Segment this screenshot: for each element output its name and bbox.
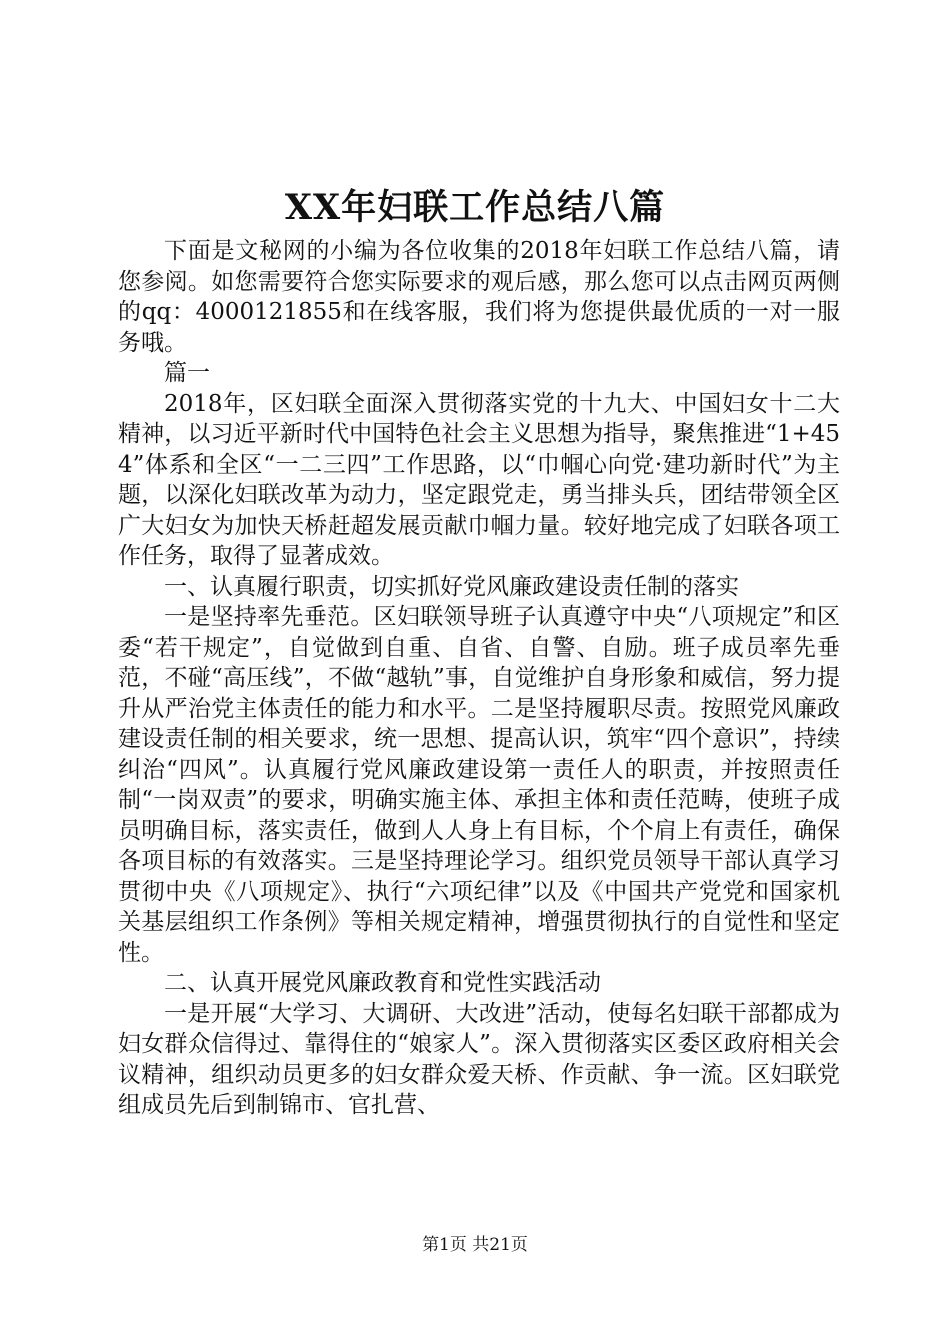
paragraph-intro: 下面是文秘网的小编为各位收集的2018年妇联工作总结八篇，请您参阅。如您需要符合您实际要求的观后感，那么您可以点击网页两侧的qq：4000121855和在线客服，我们将为您提供最优质的一对一服务哦。: [118, 238, 840, 356]
paragraph-heading-two: 二、认真开展党风廉政教育和党性实践活动: [164, 970, 601, 996]
paragraph-summary: 2018年，区妇联全面深入贯彻落实党的十九大、中国妇女十二大精神，以习近平新时代中国特色社会主义思想为指导，聚焦推进“1+454”体系和全区“一二三四”工作思路，以“巾帼心向党·建功新时代”为主题，以深化妇联改革为动力，坚定跟党走，勇当排头兵，团结带领全区广大妇女为加快天桥赶超发展贡献巾帼力量。较好地完成了妇联各项工作任务，取得了显著成效。: [118, 390, 840, 569]
paragraph-section-heading: 篇一: [164, 360, 210, 386]
paragraph-heading-one: 一、认真履行职责，切实抓好党风廉政建设责任制的落实: [164, 573, 739, 600]
page-footer: 第1页 共21页: [422, 1235, 528, 1255]
paragraph-body-one: 一是坚持率先垂范。区妇联领导班子认真遵守中央“八项规定”和区委“若干规定”，自觉做到自重、自省、自警、自励。班子成员率先垂范，不碰“高压线”，不做“越轨”事，自觉维护自身形象和威信，努力提升从严治党主体责任的能力和水平。二是坚持履职尽责。按照党风廉政建设责任制的相关要求，统一思想、提高认识，筑牢“四个意识”，持续纠治“四风”。认真履行党风廉政建设第一责任人的职责，并按照责任制“一岗双责”的要求，明确实施主体、承担主体和责任范畴，使班子成员明确目标，落实责任，做到人人身上有目标，个个肩上有责任，确保各项目标的有效落实。三是坚持理论学习。组织党员领导干部认真学习贯彻中央《八项规定》、执行“六项纪律”以及《中国共产党党和国家机关基层组织工作条例》等相关规定精神，增强贯彻执行的自觉性和坚定性。: [118, 604, 840, 966]
document-body: [118, 236, 840, 1121]
document-title: XX年妇联工作总结八篇: [284, 187, 666, 228]
paragraph-body-two: 一是开展“大学习、大调研、大改进”活动，使每名妇联干部都成为妇女群众信得过、靠得住的“娘家人”。深入贯彻落实区委区政府相关会议精神，组织动员更多的妇女群众爱天桥、作贡献、争一流。区妇联党组成员先后到制锦市、官扎营、: [118, 1000, 840, 1118]
